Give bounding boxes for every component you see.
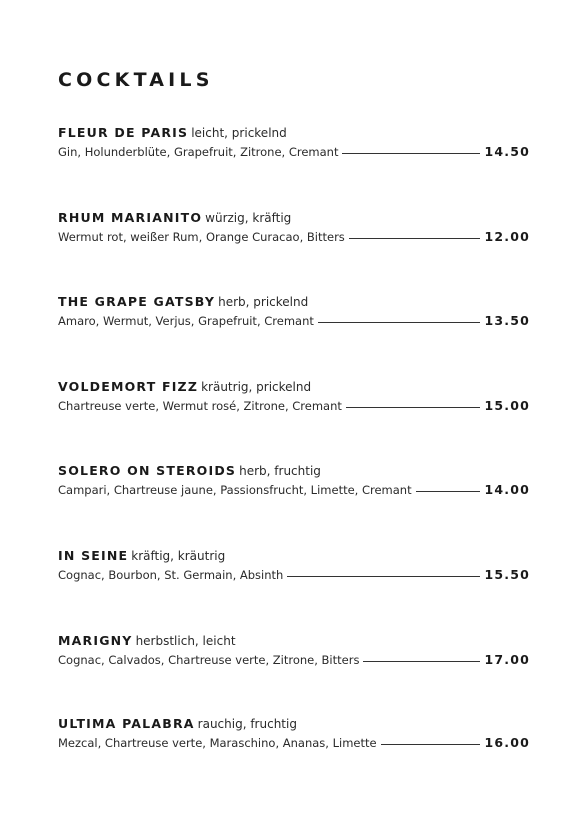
cocktail-ingredients: Mezcal, Chartreuse verte, Maraschino, Ananas, Limette (58, 736, 377, 750)
menu-item (58, 460, 530, 502)
cocktail-ingredients: Gin, Holunderblüte, Grapefruit, Zitrone, Cremant (58, 145, 339, 159)
cocktail-description: würzig, kräftig (205, 211, 292, 225)
cocktail-description: kräftig, kräutrig (131, 549, 226, 563)
leader-line (318, 322, 481, 323)
cocktail-name: ULTIMA PALABRA (58, 716, 195, 731)
menu-item (58, 376, 530, 418)
cocktail-ingredients: Cognac, Calvados, Chartreuse verte, Zitrone, Bitters (58, 653, 360, 667)
cocktail-name: FLEUR DE PARIS (58, 125, 189, 140)
cocktail-price: 14.00 (484, 482, 530, 497)
cocktail-name: SOLERO ON STEROIDS (58, 463, 237, 478)
cocktail-ingredients: Chartreuse verte, Wermut rosé, Zitrone, Cremant (58, 399, 342, 413)
leader-line (416, 491, 481, 492)
cocktail-price: 12.00 (484, 229, 530, 244)
cocktail-name: VOLDEMORT FIZZ (58, 379, 199, 394)
cocktail-description: leicht, prickelnd (191, 126, 287, 140)
cocktail-ingredients: Cognac, Bourbon, St. Germain, Absinth (58, 568, 284, 582)
cocktail-ingredients: Amaro, Wermut, Verjus, Grapefruit, Cremant (58, 314, 314, 328)
leader-line (363, 661, 480, 662)
cocktail-name: MARIGNY (58, 633, 133, 648)
menu-item (58, 122, 530, 164)
cocktail-description: herb, prickelnd (218, 295, 309, 309)
menu-item (58, 291, 530, 333)
leader-line (287, 576, 480, 577)
cocktail-ingredients: Wermut rot, weißer Rum, Orange Curacao, Bitters (58, 230, 345, 244)
menu-item (58, 545, 530, 587)
menu-item (58, 630, 530, 672)
cocktail-ingredients: Campari, Chartreuse jaune, Passionsfrucht, Limette, Cremant (58, 483, 412, 497)
cocktail-name: THE GRAPE GATSBY (58, 294, 216, 309)
cocktail-price: 15.00 (484, 398, 530, 413)
leader-line (346, 407, 481, 408)
menu-item (58, 207, 530, 249)
menu-item (58, 713, 530, 755)
cocktail-price: 15.50 (484, 567, 530, 582)
cocktail-name: IN SEINE (58, 548, 129, 563)
cocktail-price: 17.00 (484, 652, 530, 667)
cocktail-price: 13.50 (484, 313, 530, 328)
leader-line (381, 744, 481, 745)
cocktail-price: 14.50 (484, 144, 530, 159)
cocktail-description: herb, fruchtig (239, 464, 321, 478)
cocktail-name: RHUM MARIANITO (58, 210, 203, 225)
cocktail-price: 16.00 (484, 735, 530, 750)
leader-line (342, 153, 480, 154)
leader-line (349, 238, 481, 239)
page-title: COCKTAILS (58, 69, 214, 91)
cocktail-description: rauchig, fruchtig (197, 717, 297, 731)
cocktail-description: kräutrig, prickelnd (201, 380, 312, 394)
cocktail-description: herbstlich, leicht (135, 634, 236, 648)
